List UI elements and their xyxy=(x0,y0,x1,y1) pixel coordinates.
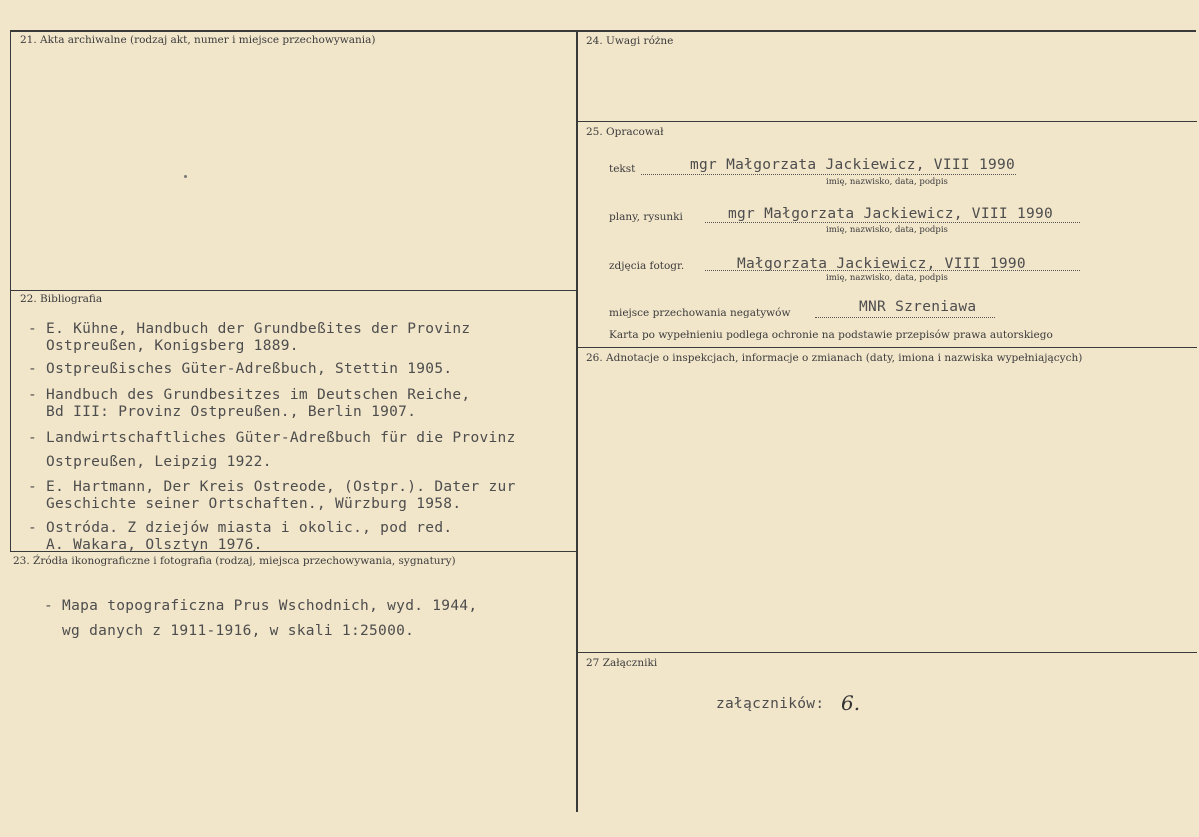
plany-caption: imię, nazwisko, data, podpis xyxy=(826,225,948,235)
paper-speck xyxy=(184,175,187,178)
plany-label: plany, rysunki xyxy=(609,211,683,223)
zdjecia-value: Małgorzata Jackiewicz, VIII 1990 xyxy=(737,256,1026,272)
copyright-note: Karta po wypełnieniu podlega ochronie na podstawie przepisów prawa autorskiego xyxy=(609,329,1053,341)
divider-21-22 xyxy=(10,290,576,291)
bibliography-line: Bd III: Provinz Ostpreußen., Berlin 1907. xyxy=(46,404,417,420)
tekst-dotted-line xyxy=(641,174,1016,175)
negatives-dotted-line xyxy=(815,317,995,318)
section-26-label: 26. Adnotacje o inspekcjach, informacje o zmianach (daty, imiona i nazwiska wypełniających) xyxy=(586,352,1083,364)
iconography-line: - Mapa topograficzna Prus Wschodnich, wyd. 1944, xyxy=(44,598,478,614)
tekst-label: tekst xyxy=(609,163,636,175)
section-24-label: 24. Uwagi różne xyxy=(586,35,674,47)
top-border xyxy=(10,30,1196,32)
bibliography-line: Ostpreußen, Konigsberg 1889. xyxy=(46,338,299,354)
zdjecia-label: zdjęcia fotogr. xyxy=(609,260,685,272)
plany-value: mgr Małgorzata Jackiewicz, VIII 1990 xyxy=(728,206,1054,222)
attachments-count: 6. xyxy=(841,691,861,715)
left-border xyxy=(10,30,11,552)
divider-26-27 xyxy=(577,652,1197,653)
bibliography-line: - Landwirtschaftliches Güter-Adreßbuch für die Provinz xyxy=(28,430,516,446)
divider-25-26 xyxy=(577,347,1197,348)
divider-24-25 xyxy=(577,121,1197,122)
section-21-label: 21. Akta archiwalne (rodzaj akt, numer i miejsce przechowywania) xyxy=(20,34,376,46)
section-27-label: 27 Załączniki xyxy=(586,657,658,669)
negatives-label: miejsce przechowania negatywów xyxy=(609,307,791,319)
bibliography-line: Ostpreußen, Leipzig 1922. xyxy=(46,454,272,470)
section-22-label: 22. Bibliografia xyxy=(20,293,103,305)
section-23-label: 23. Źródła ikonograficzne i fotografia (rodzaj, miejsca przechowywania, sygnatury) xyxy=(13,555,456,567)
negatives-value: MNR Szreniawa xyxy=(859,299,977,315)
bibliography-line: - Ostpreußisches Güter-Adreßbuch, Stettin 1905. xyxy=(28,361,453,377)
bibliography-line: - Handbuch des Grundbesitzes im Deutschen Reiche, xyxy=(28,387,471,403)
section-25-label: 25. Opracował xyxy=(586,126,664,138)
tekst-caption: imię, nazwisko, data, podpis xyxy=(826,177,948,187)
bibliography-line: - Ostróda. Z dziejów miasta i okolic., pod red. xyxy=(28,520,453,536)
bibliography-line: A. Wakara, Olsztyn 1976. xyxy=(46,537,263,553)
zdjecia-caption: imię, nazwisko, data, podpis xyxy=(826,273,948,283)
center-divider xyxy=(576,30,578,812)
bibliography-line: - E. Hartmann, Der Kreis Ostreode, (Ostpr.). Dater zur xyxy=(28,479,516,495)
bibliography-line: Geschichte seiner Ortschaften., Würzburg 1958. xyxy=(46,496,462,512)
plany-dotted-line xyxy=(705,222,1080,223)
iconography-line: wg danych z 1911-1916, w skali 1:25000. xyxy=(62,623,415,639)
bibliography-line: - E. Kühne, Handbuch der Grundbeßites der Provinz xyxy=(28,321,471,337)
tekst-value: mgr Małgorzata Jackiewicz, VIII 1990 xyxy=(690,157,1016,173)
attachments-text: załączników: xyxy=(716,696,825,712)
